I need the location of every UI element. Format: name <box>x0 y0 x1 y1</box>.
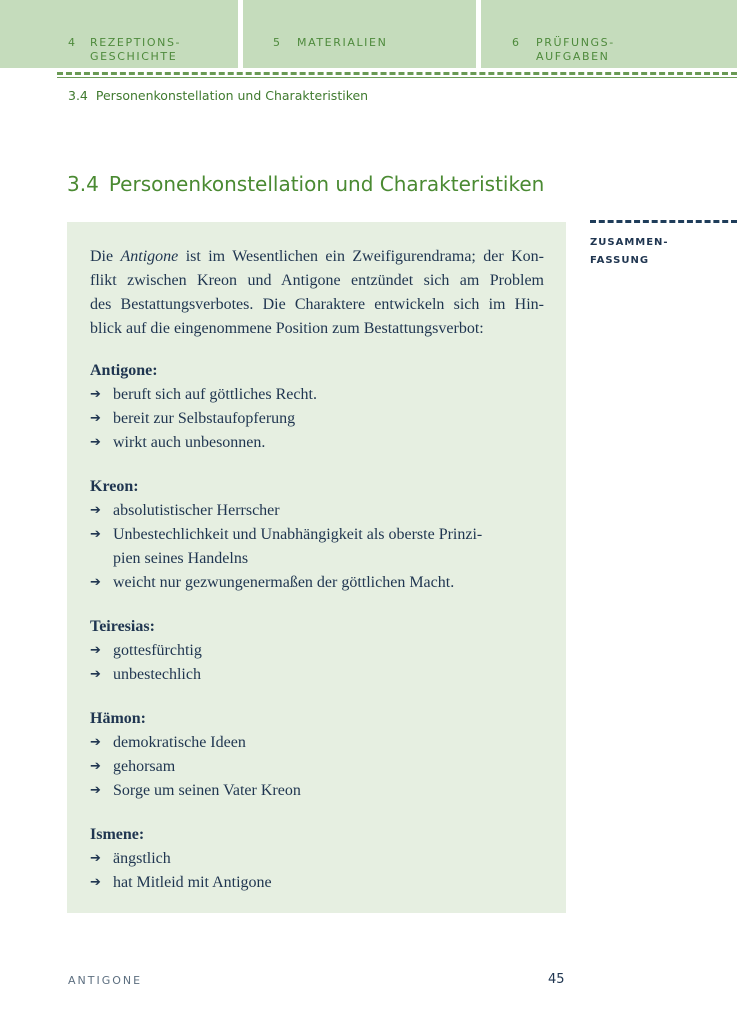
tab-rezeptionsgeschichte[interactable] <box>0 0 238 68</box>
list-item: ➔ hat Mitleid mit Antigone <box>90 871 544 895</box>
tab-number: 4 <box>68 36 77 49</box>
arrow-right-icon: ➔ <box>90 851 101 866</box>
work-title: Antigone <box>120 248 179 265</box>
arrow-right-icon: ➔ <box>90 503 101 518</box>
list-item: ➔ demokratische Ideen <box>90 731 544 755</box>
character-name: Hämon: <box>90 710 146 727</box>
character-kreon <box>90 475 544 595</box>
summary-box <box>67 222 566 913</box>
sidebar-label: ZUSAMMEN- FASSUNG <box>590 237 669 266</box>
list-item: ➔ gehorsam <box>90 755 544 779</box>
page-number: 45 <box>548 972 565 987</box>
character-name: Kreon: <box>90 478 139 495</box>
list-item: ➔ beruft sich auf göttliches Recht. <box>90 383 544 407</box>
summary-intro <box>90 245 544 341</box>
running-head-text: Personenkonstellation und Charakteristiken <box>95 88 369 103</box>
arrow-right-icon: ➔ <box>90 667 101 682</box>
list-item: ➔ ängstlich <box>90 847 544 871</box>
header-rule <box>57 77 737 78</box>
intro-line: flikt zwischen Kreon und Antigone entzündet sich am Problem <box>90 272 544 289</box>
list-item: ➔ weicht nur gezwungenermaßen der göttlichen Macht. <box>90 571 544 595</box>
arrow-right-icon: ➔ <box>90 875 101 890</box>
arrow-right-icon: ➔ <box>90 643 101 658</box>
character-antigone <box>90 359 544 455</box>
character-teiresias <box>90 615 544 687</box>
character-ismene <box>90 823 544 895</box>
sidebar-dashed-rule <box>590 220 737 223</box>
tab-pruefungsaufgaben[interactable] <box>481 0 737 68</box>
tab-number: 5 <box>273 36 282 49</box>
intro-line: Die Antigone ist im Wesentlichen ein Zweifigurendrama; der Kon- <box>90 248 544 265</box>
footer-book-title: ANTIGONE <box>68 974 143 987</box>
list-item: ➔ Unbestechlichkeit und Unabhängigkeit als oberste Prinzi- pien seines Handelns <box>90 523 544 571</box>
arrow-right-icon: ➔ <box>90 575 101 590</box>
intro-line: des Bestattungsverbotes. Die Charaktere entwickeln sich im Hin- <box>90 296 544 313</box>
arrow-right-icon: ➔ <box>90 411 101 426</box>
arrow-right-icon: ➔ <box>90 783 101 798</box>
header-dashed-rule <box>57 72 737 75</box>
character-name: Antigone: <box>90 362 158 379</box>
list-item: ➔ Sorge um seinen Vater Kreon <box>90 779 544 803</box>
arrow-right-icon: ➔ <box>90 435 101 450</box>
chapter-tabs <box>0 0 737 68</box>
section-number: 3.4 <box>67 172 99 196</box>
intro-line: blick auf die eingenommene Position zum Bestattungsverbot: <box>90 320 484 337</box>
running-head <box>68 88 368 103</box>
arrow-right-icon: ➔ <box>90 387 101 402</box>
list-item: ➔ wirkt auch unbesonnen. <box>90 431 544 455</box>
tab-number: 6 <box>512 36 521 49</box>
character-name: Ismene: <box>90 826 145 843</box>
tab-label: PRÜFUNGS- AUFGABEN <box>536 36 615 63</box>
list-item: ➔ bereit zur Selbstaufopferung <box>90 407 544 431</box>
tab-label: REZEPTIONS- GESCHICHTE <box>90 36 182 63</box>
character-name: Teiresias: <box>90 618 155 635</box>
list-item: ➔ unbestechlich <box>90 663 544 687</box>
arrow-right-icon: ➔ <box>90 527 101 542</box>
running-head-number: 3.4 <box>68 88 88 103</box>
list-item: ➔ absolutistischer Herrscher <box>90 499 544 523</box>
arrow-right-icon: ➔ <box>90 735 101 750</box>
section-title: Personenkonstellation und Charakteristiken <box>108 172 545 196</box>
tab-materialien[interactable] <box>243 0 476 68</box>
arrow-right-icon: ➔ <box>90 759 101 774</box>
character-haemon <box>90 707 544 803</box>
tab-label: MATERIALIEN <box>297 36 388 49</box>
list-item: ➔ gottesfürchtig <box>90 639 544 663</box>
section-heading <box>67 172 544 196</box>
